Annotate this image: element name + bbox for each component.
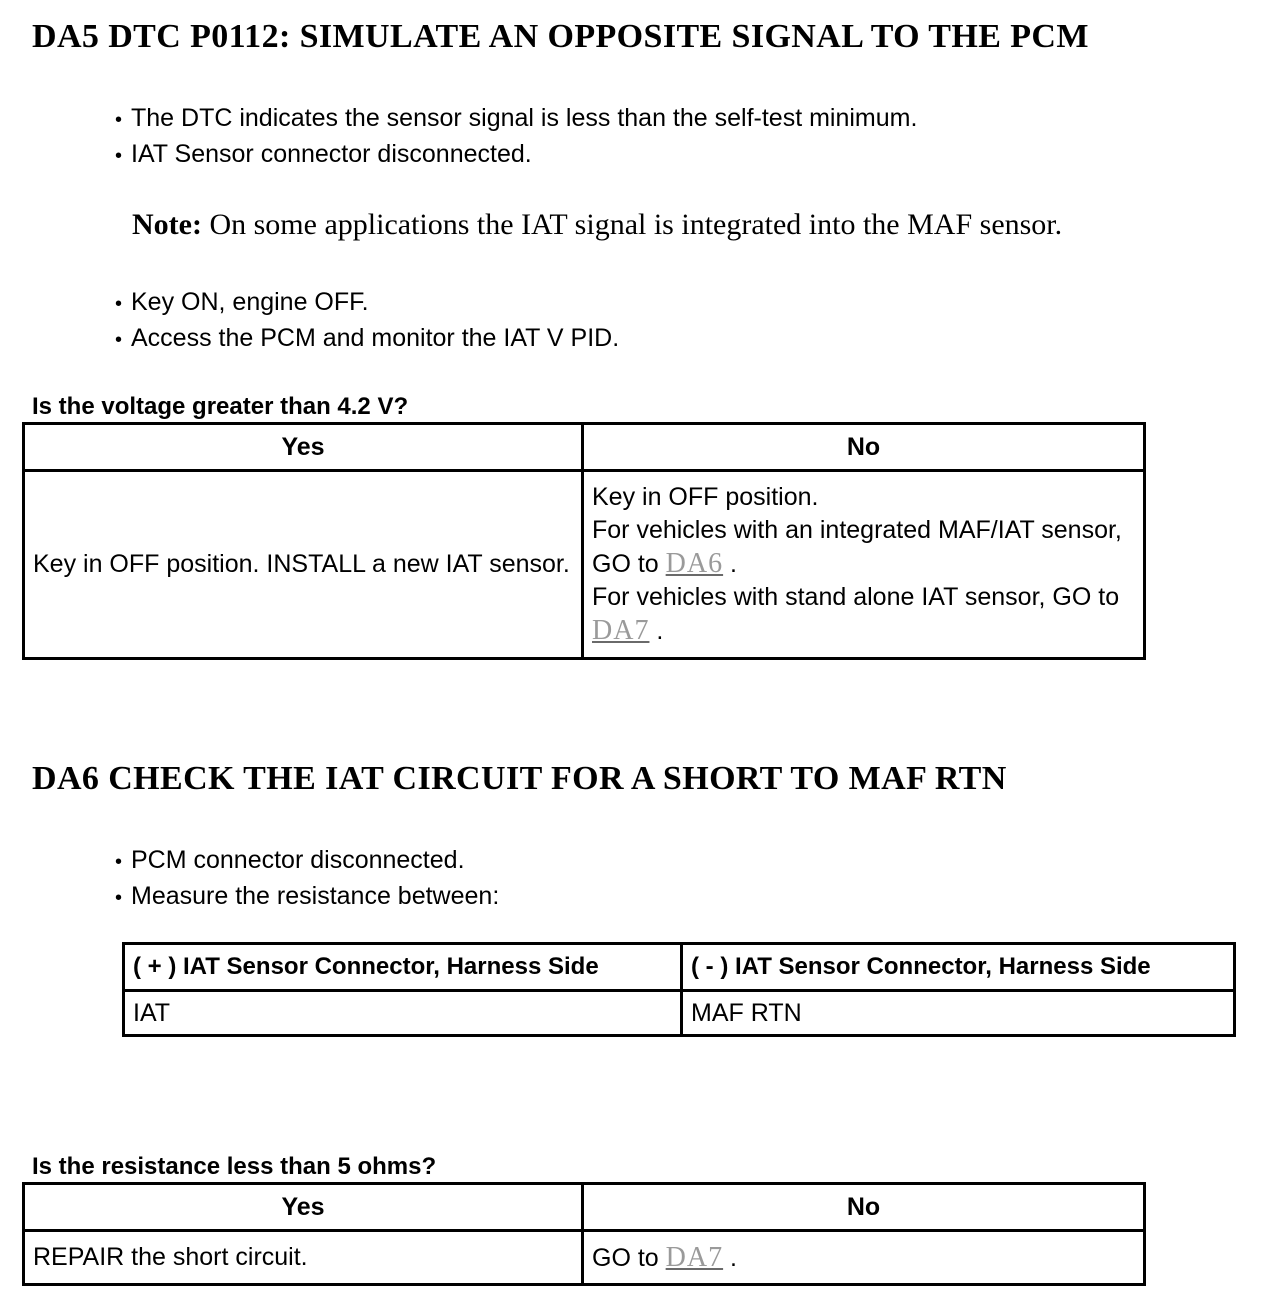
- no-cell: [583, 1231, 1145, 1285]
- no-line-2: For vehicles with an integrated MAF/IAT sensor, GO to: [592, 516, 1122, 578]
- negative-terminal-value: MAF RTN: [682, 991, 1235, 1036]
- no-line-3: For vehicles with stand alone IAT sensor, GO to: [592, 583, 1120, 611]
- no-header: No: [583, 1184, 1145, 1231]
- da5-yes-no-table: [22, 422, 1146, 660]
- no-line-1: Key in OFF position.: [592, 483, 819, 511]
- da6-heading: DA6 CHECK THE IAT CIRCUIT FOR A SHORT TO MAF RTN: [32, 760, 1007, 797]
- da6-link[interactable]: DA6: [665, 548, 724, 579]
- da5-question: Is the voltage greater than 4.2 V?: [32, 393, 409, 420]
- period: .: [656, 617, 664, 645]
- da5-bullet-list-b: [115, 285, 619, 357]
- list-item: • Key ON, engine OFF.: [115, 285, 619, 321]
- negative-terminal-header: ( - ) IAT Sensor Connector, Harness Side: [682, 944, 1235, 991]
- da7-link[interactable]: DA7: [592, 615, 650, 646]
- da5-heading: DA5 DTC P0112: SIMULATE AN OPPOSITE SIGNAL TO THE PCM: [32, 18, 1089, 55]
- da5-bullet-list-a: [115, 101, 917, 173]
- no-header: No: [583, 424, 1145, 471]
- da5-note: [132, 208, 1062, 242]
- da6-question: Is the resistance less than 5 ohms?: [32, 1153, 437, 1180]
- period: .: [730, 1243, 737, 1272]
- no-prefix: GO to: [592, 1243, 659, 1272]
- period: .: [730, 550, 737, 578]
- note-text: On some applications the IAT signal is integrated into the MAF sensor.: [209, 208, 1063, 241]
- no-cell: [583, 471, 1145, 659]
- da7-link[interactable]: DA7: [665, 1241, 724, 1273]
- list-item: • Measure the resistance between:: [115, 879, 499, 915]
- list-item: • IAT Sensor connector disconnected.: [115, 137, 917, 173]
- yes-cell: REPAIR the short circuit.: [24, 1231, 583, 1285]
- da6-yes-no-table: [22, 1182, 1146, 1286]
- positive-terminal-header: ( + ) IAT Sensor Connector, Harness Side: [124, 944, 682, 991]
- yes-header: Yes: [24, 424, 583, 471]
- list-item: • PCM connector disconnected.: [115, 843, 499, 879]
- yes-cell: Key in OFF position. INSTALL a new IAT sensor.: [24, 471, 583, 659]
- list-item: • The DTC indicates the sensor signal is less than the self-test minimum.: [115, 101, 917, 137]
- note-label: Note:: [132, 208, 202, 241]
- list-item: • Access the PCM and monitor the IAT V PID.: [115, 321, 619, 357]
- resistance-measurement-table: [122, 942, 1236, 1037]
- da6-bullet-list: [115, 843, 499, 915]
- positive-terminal-value: IAT: [124, 991, 682, 1036]
- yes-header: Yes: [24, 1184, 583, 1231]
